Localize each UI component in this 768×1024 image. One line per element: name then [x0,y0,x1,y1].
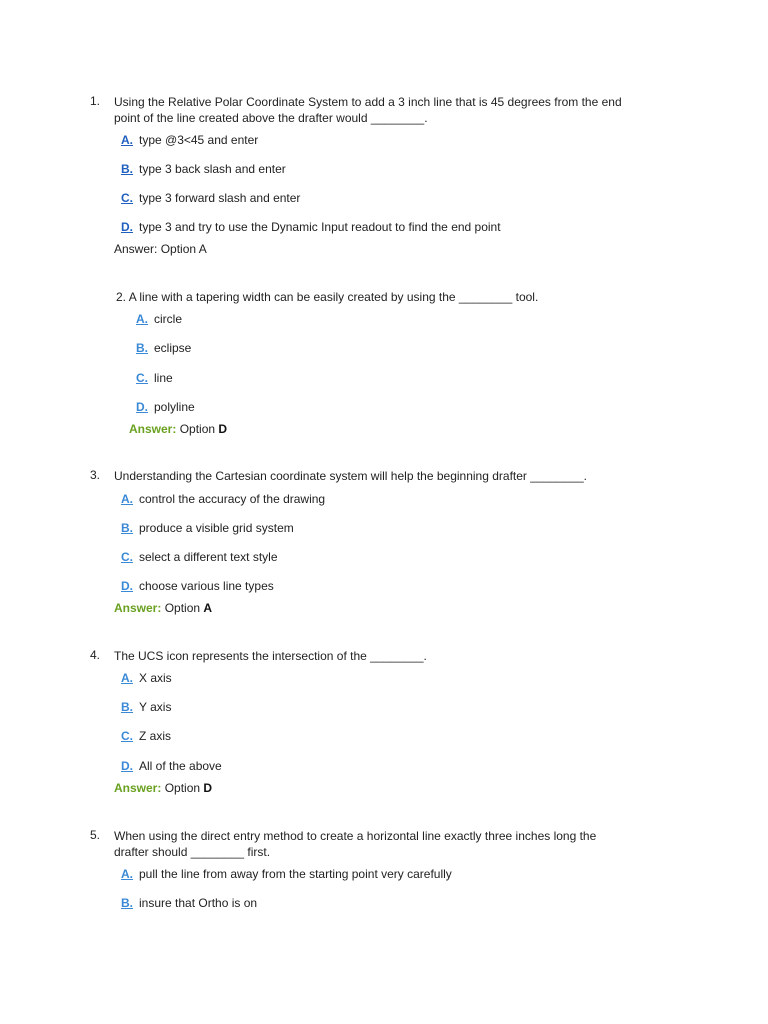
option-text: type 3 back slash and enter [139,162,286,176]
option-text: Z axis [139,729,172,743]
option-text: eclipse [154,341,192,355]
option-letter-link[interactable]: C. [121,729,133,743]
option-text: All of the above [139,759,222,773]
option-c [121,190,300,206]
answer-prefix: Option [160,242,197,256]
option-text: line [154,371,173,385]
option-text: X axis [139,671,172,685]
answer-line [114,780,212,796]
answer-line [114,241,207,257]
option-letter-link[interactable]: D. [121,220,133,234]
option-letter-link[interactable]: B. [136,341,148,355]
option-b [121,699,171,715]
option-letter-link[interactable]: B. [121,162,133,176]
option-d [121,758,222,774]
option-a [121,670,172,686]
question-number: 2. [116,290,127,304]
option-letter-link[interactable]: C. [121,550,133,564]
question-number: 3. [90,468,101,482]
answer-prefix: Option [164,601,201,615]
question-text-line: drafter should ________ first. [114,845,271,859]
answer-label: Answer: [129,422,177,436]
option-letter-link[interactable]: D. [121,759,133,773]
option-c [121,549,278,565]
answer-line [129,421,227,437]
option-c [136,370,173,386]
question-text-line: point of the line created above the drafter would ________. [114,111,428,125]
option-letter-link[interactable]: B. [121,521,133,535]
option-b [121,161,286,177]
option-a [121,491,325,507]
question-text-line: Using the Relative Polar Coordinate System to add a 3 inch line that is 45 degrees from the end [114,95,622,109]
option-a [121,132,258,148]
option-text: polyline [154,400,195,414]
option-letter-link[interactable]: D. [121,579,133,593]
option-text: circle [154,312,183,326]
option-letter-link[interactable]: C. [136,371,148,385]
option-c [121,728,171,744]
answer-label: Answer: [114,601,162,615]
question-number: 5. [90,828,101,842]
option-letter-link[interactable]: A. [136,312,148,326]
option-letter-link[interactable]: A. [121,671,133,685]
option-text: produce a visible grid system [139,521,294,535]
question-text-line: When using the direct entry method to create a horizontal line exactly three inches long the [114,829,597,843]
answer-value: A [198,242,207,256]
option-text: pull the line from away from the starting point very carefully [139,867,452,881]
answer-prefix: Option [179,422,216,436]
option-letter-link[interactable]: D. [136,400,148,414]
answer-label: Answer: [114,242,158,256]
option-b [136,340,191,356]
question-text-line: Understanding the Cartesian coordinate system will help the beginning drafter ________. [114,469,587,483]
option-d [136,399,195,415]
question-text-line [116,289,538,305]
option-b [121,520,294,536]
option-letter-link[interactable]: A. [121,492,133,506]
option-d [121,219,501,235]
option-letter-link[interactable]: A. [121,867,133,881]
option-text: select a different text style [139,550,278,564]
answer-value: A [203,601,213,615]
option-letter-link[interactable]: C. [121,191,133,205]
option-letter-link[interactable]: B. [121,896,133,910]
option-text: type @3<45 and enter [139,133,259,147]
question-text: A line with a tapering width can be easily created by using the ________ tool. [128,290,539,304]
option-text: control the accuracy of the drawing [139,492,326,506]
option-text: type 3 and try to use the Dynamic Input readout to find the end point [139,220,501,234]
answer-label: Answer: [114,781,162,795]
answer-line [114,600,212,616]
question-number: 4. [90,648,101,662]
question-number: 1. [90,94,101,108]
option-a [136,311,182,327]
option-text: choose various line types [139,579,274,593]
option-b [121,895,257,911]
answer-value: D [218,422,228,436]
option-letter-link[interactable]: B. [121,700,133,714]
option-a [121,866,452,882]
option-text: Y axis [139,700,172,714]
option-text: type 3 forward slash and enter [139,191,301,205]
question-text-line: The UCS icon represents the intersection of the ________. [114,649,427,663]
answer-value: D [203,781,213,795]
option-letter-link[interactable]: A. [121,133,133,147]
option-text: insure that Ortho is on [139,896,258,910]
option-d [121,578,274,594]
answer-prefix: Option [164,781,201,795]
